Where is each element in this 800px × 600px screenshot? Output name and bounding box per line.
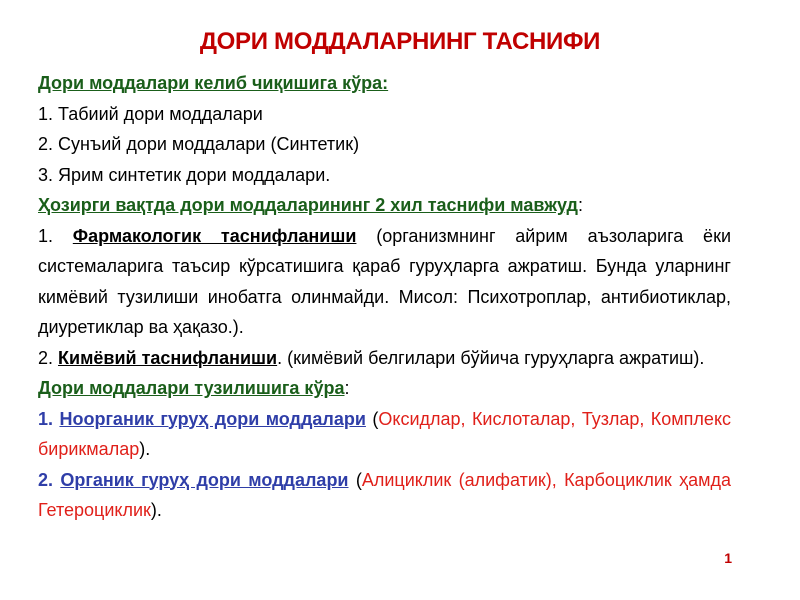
origin-item-semisynthetic: 3. Ярим синтетик дори моддалари. [38, 164, 331, 185]
inorganic-open-paren: ( [365, 408, 379, 429]
pharmacological-description: (организмнинг айрим аъзоларига ёки системаларига таъсир кўрсатишига қараб гуруҳларга ажратиш. Бунда уларнинг кимёвий тузилиши инобатга олинмайди. Мисол: Психотроплар, антибиотиклар, диуретиклар ва ҳақазо.). [38, 225, 731, 337]
structure-heading-text: Дори моддалари тузилишига кўра [38, 378, 345, 398]
organic-examples: Алициклик (алифатик), Карбоциклик ҳамда Гетероциклик [38, 469, 731, 520]
pharmacological-term: Фармакологик таснифланиши [72, 225, 357, 246]
section-structure-heading [38, 373, 731, 404]
slide-content [38, 68, 731, 526]
page-number: 1 [724, 550, 732, 566]
organic-term: Органик гуруҳ дори моддалари [60, 469, 349, 490]
chemical-term: Кимёвий таснифланиши [58, 347, 278, 368]
origin-item-synthetic: 2. Сунъий дори моддалари (Синтетик) [38, 134, 360, 154]
origin-item-natural: 1. Табиий дори моддалари [38, 103, 263, 124]
organic-close-paren: ). [150, 500, 162, 520]
section-classification-heading [38, 190, 731, 221]
pharmacological-number: 1. [38, 225, 73, 246]
origin-heading-text: Дори моддалари келиб чиқишига кўра: [38, 73, 389, 93]
inorganic-number: 1. [38, 408, 60, 429]
classification-heading-text: Ҳозирги вақтда дори моддаларининг 2 хил таснифи мавжуд [38, 195, 578, 215]
organic-open-paren: ( [348, 469, 362, 490]
structure-item-organic [38, 465, 731, 526]
classification-heading-colon: : [577, 195, 583, 215]
structure-item-inorganic [38, 404, 731, 465]
chemical-description: . (кимёвий белгилари бўйича гуруҳларга ажратиш). [277, 347, 705, 368]
page-title: ДОРИ МОДДАЛАРНИНГ ТАСНИФИ [199, 28, 601, 55]
inorganic-close-paren: ). [139, 439, 151, 459]
inorganic-examples: Оксидлар, Кислоталар, Тузлар, Комплекс бирикмалар [38, 408, 732, 459]
classification-item-chemical [38, 343, 731, 374]
classification-item-pharmacological [38, 221, 731, 343]
structure-heading-colon: : [344, 378, 350, 398]
inorganic-term: Ноорганик гуруҳ дори моддалари [59, 408, 366, 429]
chemical-number: 2. [38, 347, 59, 368]
organic-number: 2. [38, 469, 61, 490]
section-origin-heading [38, 68, 731, 99]
